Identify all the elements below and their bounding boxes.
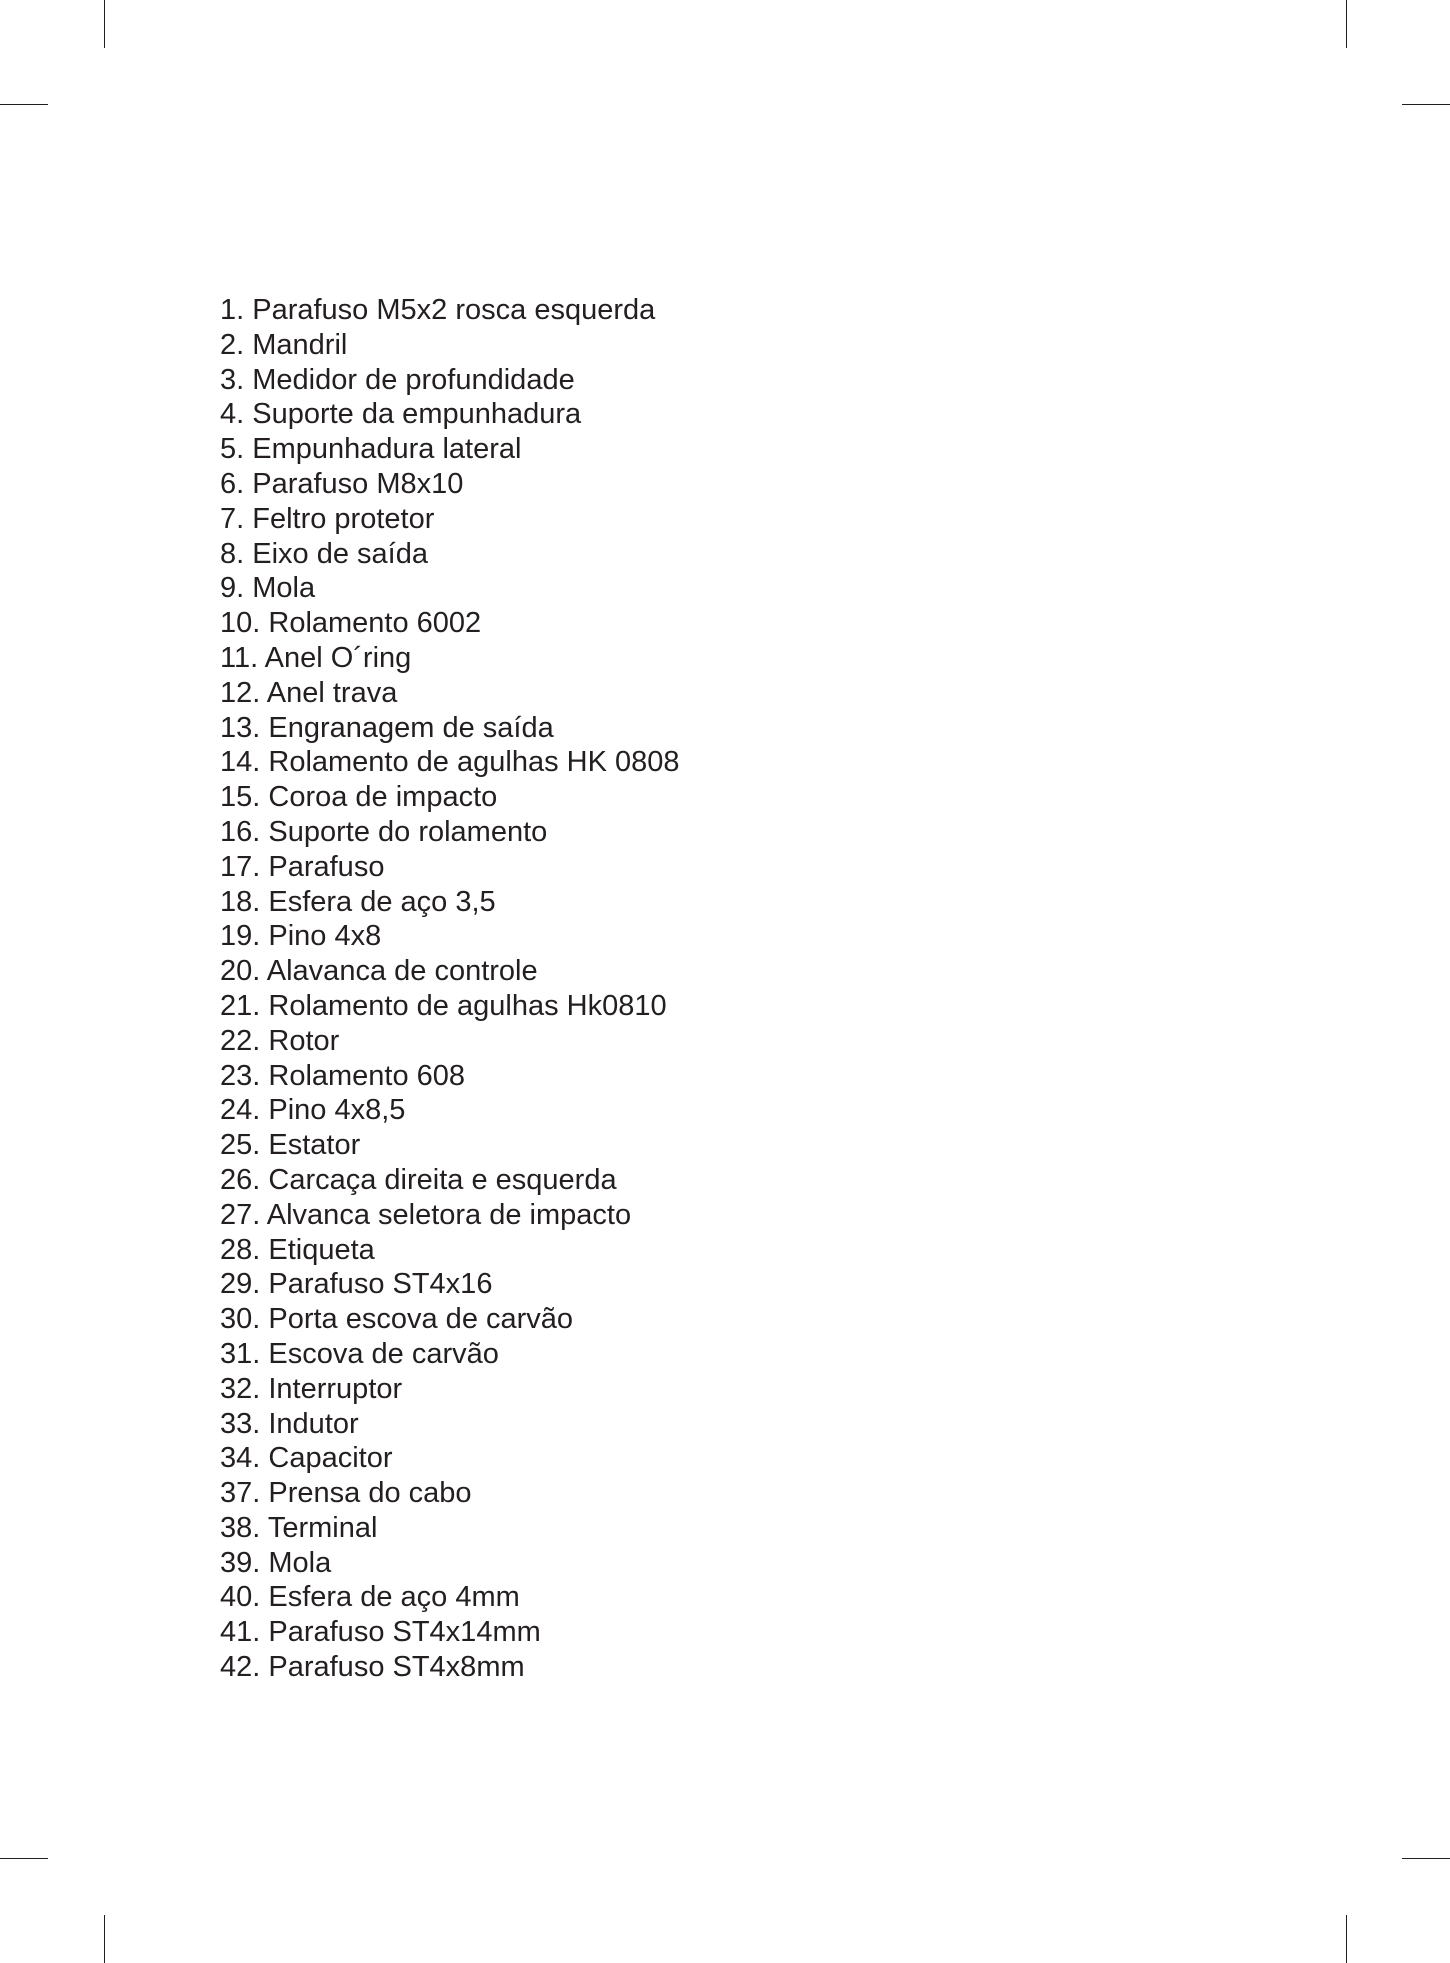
list-item: 30. Porta escova de carvão	[220, 1303, 574, 1336]
list-item: 42. Parafuso ST4x8mm	[220, 1651, 525, 1684]
list-item: 25. Estator	[220, 1129, 361, 1162]
list-item: 8. Eixo de saída	[220, 537, 428, 570]
list-item: 19. Pino 4x8	[220, 920, 382, 953]
list-item: 32. Interruptor	[220, 1372, 403, 1405]
list-item: 10. Rolamento 6002	[220, 607, 482, 640]
list-item: 13. Engranagem de saída	[220, 711, 554, 744]
list-item: 7. Feltro protetor	[220, 502, 435, 535]
parts-list	[220, 293, 679, 1685]
list-item: 37. Prensa do cabo	[220, 1477, 472, 1510]
list-item: 17. Parafuso	[220, 850, 385, 883]
list-item: 28. Etiqueta	[220, 1233, 375, 1266]
crop-mark-top-left-horizontal	[0, 104, 48, 105]
list-item: 29. Parafuso ST4x16	[220, 1268, 493, 1301]
list-item: 26. Carcaça direita e esquerda	[220, 1163, 617, 1196]
list-item: 40. Esfera de aço 4mm	[220, 1581, 520, 1614]
crop-mark-top-right-vertical	[1346, 0, 1347, 48]
list-item: 21. Rolamento de agulhas Hk0810	[220, 989, 667, 1022]
list-item: 20. Alavanca de controle	[220, 955, 538, 988]
list-item: 4. Suporte da empunhadura	[220, 398, 582, 431]
list-item: 39. Mola	[220, 1546, 332, 1579]
list-item: 15. Coroa de impacto	[220, 781, 498, 814]
crop-mark-bottom-right-horizontal	[1402, 1858, 1450, 1859]
list-item: 1. Parafuso M5x2 rosca esquerda	[220, 294, 656, 326]
list-item: 22. Rotor	[220, 1024, 340, 1057]
list-item: 27. Alvanca seletora de impacto	[220, 1198, 632, 1231]
list-item: 38. Terminal	[220, 1511, 378, 1544]
list-item: 34. Capacitor	[220, 1442, 393, 1475]
list-item: 18. Esfera de aço 3,5	[220, 885, 496, 918]
list-item: 6. Parafuso M8x10	[220, 467, 464, 500]
list-item: 9. Mola	[220, 572, 316, 605]
crop-mark-top-left-vertical	[104, 0, 105, 48]
list-item: 24. Pino 4x8,5	[220, 1094, 406, 1127]
list-item: 41. Parafuso ST4x14mm	[220, 1616, 541, 1649]
crop-mark-bottom-left-horizontal	[0, 1858, 48, 1859]
crop-mark-bottom-right-vertical	[1346, 1915, 1347, 1963]
list-item: 11. Anel O´ring	[220, 641, 412, 674]
list-item: 5. Empunhadura lateral	[220, 433, 522, 466]
list-item: 31. Escova de carvão	[220, 1337, 499, 1370]
list-item: 12. Anel trava	[220, 676, 398, 709]
list-item: 3. Medidor de profundidade	[220, 363, 575, 396]
list-item: 16. Suporte do rolamento	[220, 815, 548, 848]
crop-mark-top-right-horizontal	[1402, 104, 1450, 105]
list-item: 14. Rolamento de agulhas HK 0808	[220, 746, 680, 779]
list-item: 23. Rolamento 608	[220, 1059, 466, 1092]
crop-mark-bottom-left-vertical	[104, 1915, 105, 1963]
list-item: 33. Indutor	[220, 1407, 359, 1440]
list-item: 2. Mandril	[220, 328, 348, 361]
